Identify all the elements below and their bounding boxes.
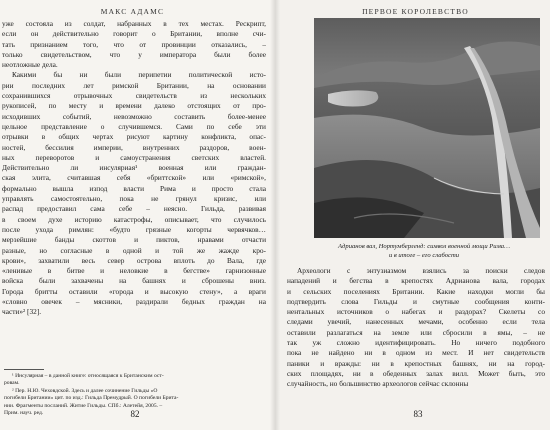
text-line: если он действительно говорит о Британии, вполне счи- bbox=[2, 29, 266, 39]
text-line: нападений и бегства в крепостях Адрианова вала, городах bbox=[287, 276, 545, 286]
landscape-photo bbox=[314, 18, 540, 238]
text-line: ных переворотов и самоустранения светских властей. bbox=[2, 152, 266, 162]
text-line: Города бритты оставили «города и высокую стену», а враги bbox=[2, 286, 266, 296]
text-line: уже состояла из солдат, набранных в тех местах. Рескрипт, bbox=[2, 19, 266, 28]
text-line: Действительно ли инсуляриая¹ военная или граждан- bbox=[2, 163, 266, 173]
text-line: цельное представление о случившемся. Сами по себе эти bbox=[2, 121, 266, 131]
text-line: и сельских поселениях Британии. Какие находки могли бы bbox=[287, 286, 545, 296]
text-line: части»² [32]. bbox=[2, 307, 42, 317]
text-line: ских площадях, ни в обеденных залах вилл. Может быть, это bbox=[287, 368, 545, 378]
caption-line: и в итоге – его слабости bbox=[388, 252, 460, 259]
text-line: неотложные дела. bbox=[2, 60, 58, 70]
text-line: мерзейшие банды скоттов и пиктов, нравами отчасти bbox=[2, 235, 266, 245]
right-body-text bbox=[287, 266, 545, 390]
page-number-left: 82 bbox=[130, 409, 140, 419]
text-line: Какими бы ни были перипетии политической исто- bbox=[12, 70, 266, 80]
text-line: рии последних лет римской Британии, на основании bbox=[2, 80, 266, 90]
text-line: подтвердить слова Гильды и смутные сообщения конти- bbox=[287, 296, 545, 306]
footnote-line: погибели Британии» цит. по изд.: Гильда Премудрый. О погибели Брита- bbox=[4, 395, 179, 402]
text-line: рукописей, по месту и времени далеко отстоящих от про- bbox=[2, 101, 266, 111]
text-line: «словно овечек – мясники, раздирали бедных граждан на bbox=[2, 297, 266, 307]
photo-caption bbox=[299, 242, 549, 260]
left-body-text bbox=[2, 19, 266, 318]
text-line: оставили разлагаться на земле или сбросили в ямы, – не bbox=[287, 327, 545, 337]
text-line: так уж сложно идентифицировать. Но ничего подобного bbox=[287, 338, 545, 348]
text-line: ская элита, считавшая себя «бриттской» или «римской», bbox=[2, 173, 266, 183]
text-line: случайность, но большинство археологов сейчас склонны bbox=[287, 379, 469, 389]
text-line: пока не найдено ни в одном из мест. И нет свидетельств bbox=[287, 348, 545, 358]
text-line: крови», захватили весь север острова вплоть до Вала, где bbox=[2, 255, 266, 265]
right-page bbox=[275, 0, 550, 430]
text-line: отрывки в общих чертах рисуют картину конфликта, опас- bbox=[2, 132, 266, 142]
text-line: формально вышла изпод власти Рима и просто стала bbox=[2, 183, 266, 193]
page-number-right: 83 bbox=[413, 409, 423, 419]
text-line: нентальных источников о набегах и раздорах? Скелеты со bbox=[287, 307, 545, 317]
text-line: в своем духе историю катастрофы, описывает, что случилось bbox=[2, 214, 266, 224]
text-line: только свидетельством, что у императора были более bbox=[2, 49, 266, 59]
footnote-rule bbox=[4, 369, 44, 370]
running-head-right: ПЕРВОЕ КОРОЛЕВСТВО bbox=[362, 7, 469, 16]
text-line: «ленивые в битве и неловкие в бегстве» гарнизонные bbox=[2, 266, 266, 276]
text-line: Археологи с энтузиазмом взялись за поиски следов bbox=[297, 266, 545, 275]
text-line: паники и вражды: ни в крепостных башнях, ни на город- bbox=[287, 358, 545, 368]
footnote-line: ровам. bbox=[4, 380, 20, 387]
text-line: разные, но согласные в одной и той же жажде кро- bbox=[2, 245, 266, 255]
text-line: управлять самостоятельно, пока не грянул кризис, или bbox=[2, 194, 266, 204]
text-line: исходивших событий, невозможно составить более-менее bbox=[2, 111, 266, 121]
footnote-line: ¹ Инсулярная – в данной книге: относящаяся к Британским ост- bbox=[12, 373, 164, 379]
text-line: после ухода римлян: «будто грязные когорты червячков… bbox=[2, 224, 266, 234]
text-line: распад предоставил сама себе – неясно. Гильда, развивая bbox=[2, 204, 266, 214]
footnote-line: нии. Фрагменты посланий. Житие Гильды. СПб.: Алетейя, 2005. – bbox=[4, 402, 163, 409]
footnote-line: Прим. науч. ред. bbox=[4, 409, 44, 416]
footnote-line: ² Пер. Н.Ю. Чеховдской. Здесь и далее сочинение Гильды «О bbox=[12, 387, 158, 394]
text-line: ностей, бессилия империи, внутренних раздоров, воен- bbox=[2, 142, 266, 152]
text-line: тать признанием того, что от провинции отказались, – bbox=[2, 39, 266, 49]
text-line: следами увечий, нанесенных мечами, особенно если тела bbox=[287, 317, 545, 327]
caption-line: Адрианов вал, Нортумберленд: символ военной мощи Рима… bbox=[338, 243, 510, 250]
text-line: войска были захвачены на башнях и сброшены вниз. bbox=[2, 276, 266, 286]
text-line: сохранившихся отрывочных свидетельств из нескольких bbox=[2, 91, 266, 101]
running-head-left: МАКС АДАМС bbox=[100, 7, 165, 16]
